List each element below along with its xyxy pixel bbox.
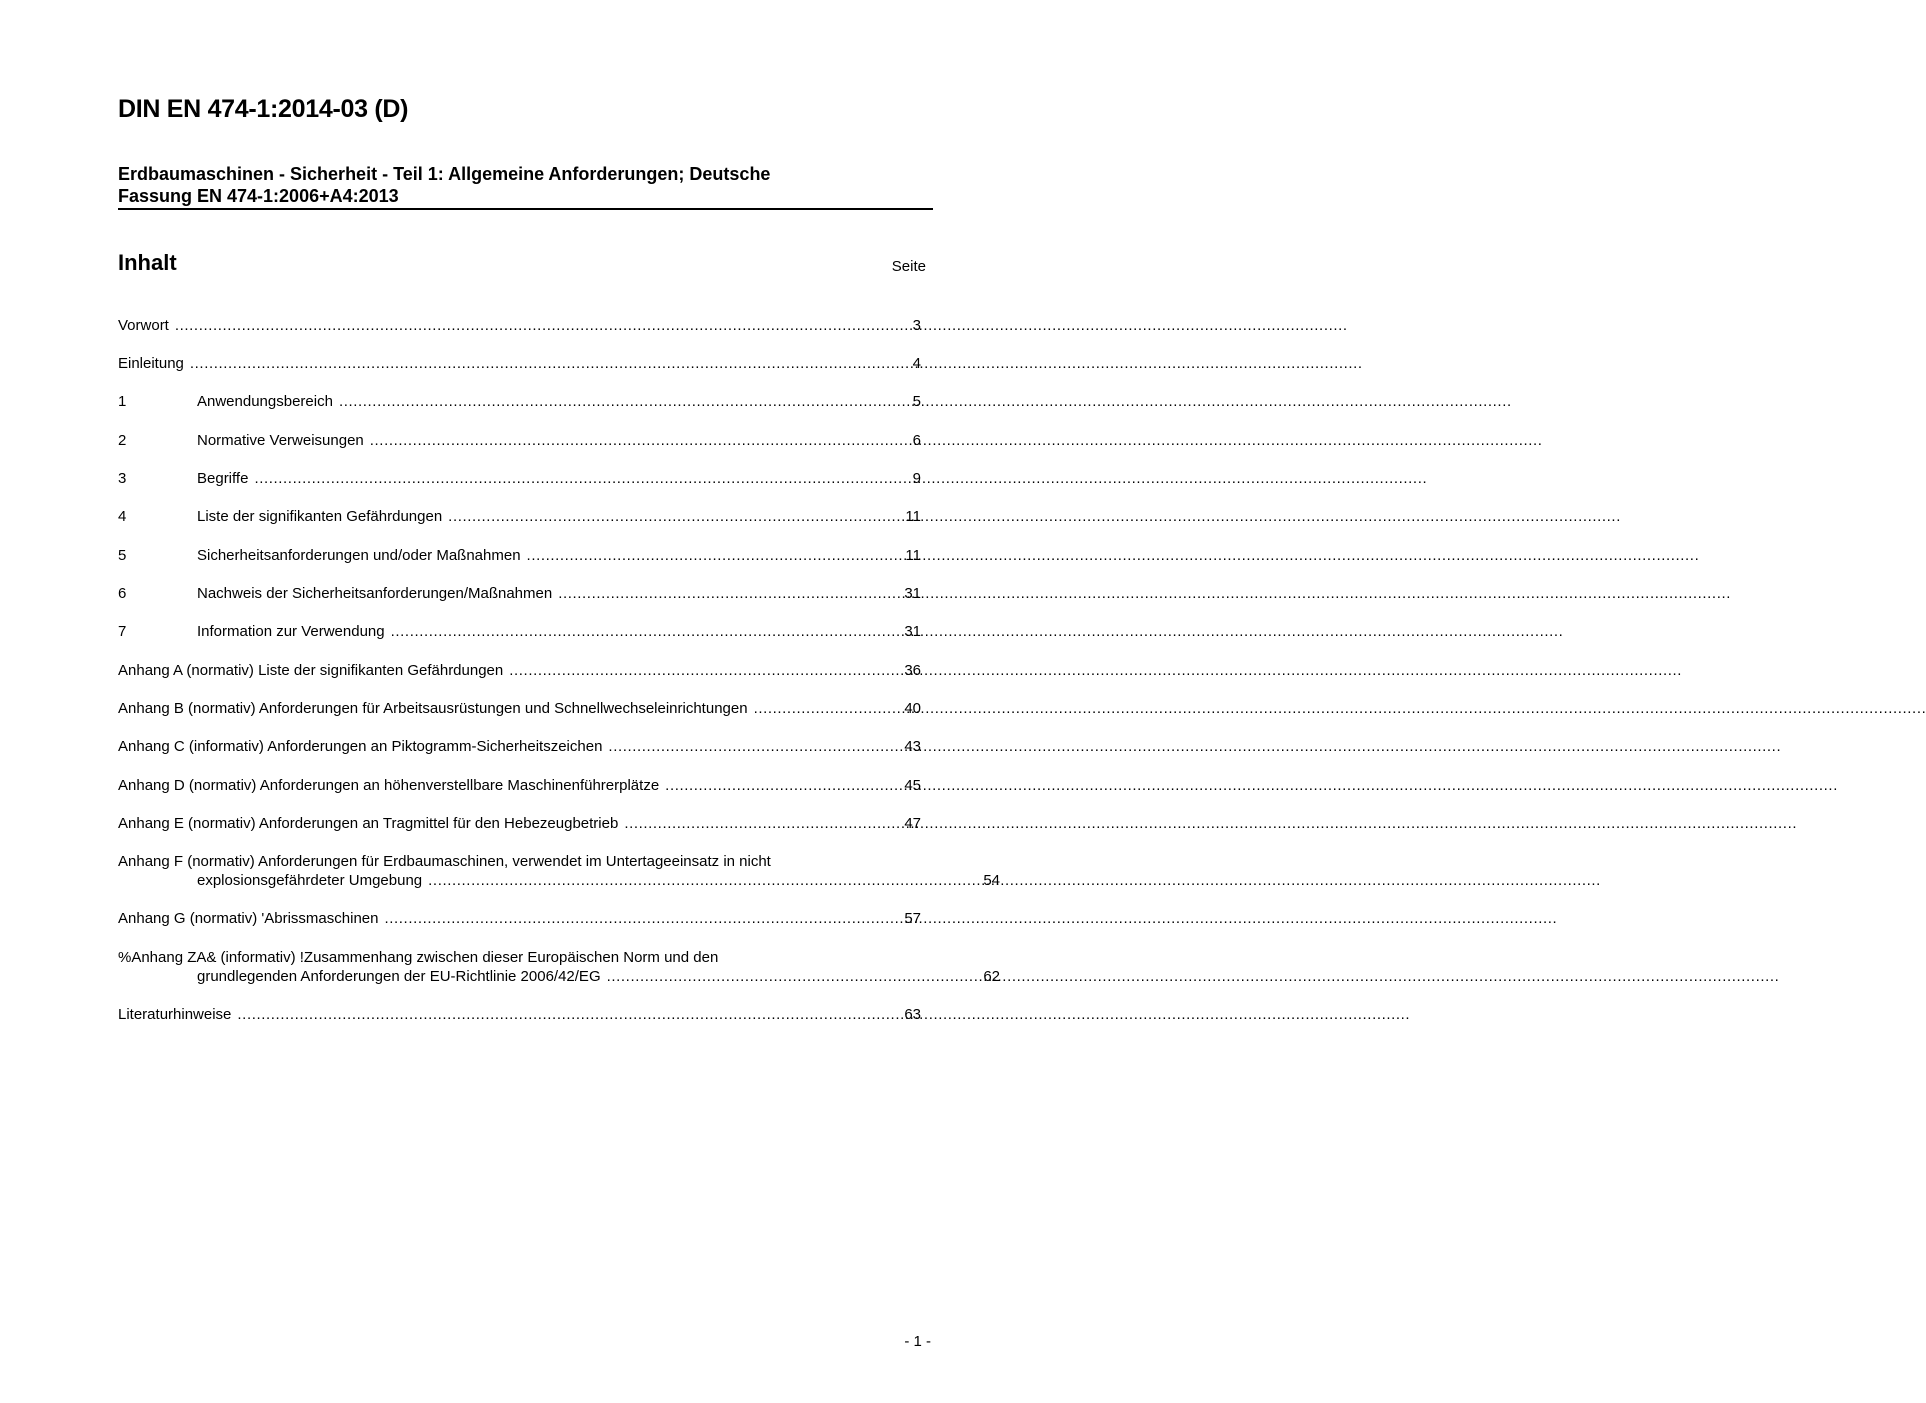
toc-dot-leader <box>237 1005 904 1024</box>
toc-entry-einleitung[interactable] <box>118 354 921 373</box>
toc-entry-page: 31 <box>904 585 921 602</box>
toc-entry-2[interactable] <box>118 431 921 450</box>
contents-heading: Inhalt <box>118 250 177 275</box>
toc-entry-title: Einleitung <box>118 355 184 372</box>
toc-entry-page: 62 <box>983 968 1000 985</box>
toc-dot-leader <box>448 507 905 526</box>
toc-dot-leader <box>190 354 913 373</box>
toc-entry-anhang-f[interactable] <box>118 852 1000 890</box>
toc-entry-title: Anhang F (normativ) Anforderungen für Erdbaumaschinen, verwendet im Untertageeinsatz in nicht <box>118 853 771 870</box>
toc-entry-page: 6 <box>912 432 921 449</box>
toc-entry-page: 54 <box>983 872 1000 889</box>
toc-entry-page: 40 <box>904 700 921 717</box>
toc-entry-page: 11 <box>905 508 921 525</box>
toc-entry-title: Anhang G (normativ) 'Abrissmaschinen <box>118 910 379 927</box>
toc-entry-page: 63 <box>904 1006 921 1023</box>
toc-entry-anhang-d[interactable] <box>118 776 921 795</box>
toc-entry-page: 43 <box>904 738 921 755</box>
toc-entry-page: 4 <box>912 355 921 372</box>
toc-entry-page: 11 <box>905 547 921 564</box>
toc-dot-leader <box>665 776 904 795</box>
toc-dot-leader <box>527 546 906 565</box>
page-column-heading: Seite <box>891 258 926 275</box>
toc-dot-leader <box>754 699 905 718</box>
toc-entry-title: Nachweis der Sicherheitsanforderungen/Maßnahmen <box>197 585 553 602</box>
toc-dot-leader <box>384 909 904 928</box>
toc-entry-number: 4 <box>118 508 127 525</box>
toc-entry-page: 57 <box>904 910 921 927</box>
toc-entry-number: 1 <box>118 393 127 410</box>
toc-entry-title: Normative Verweisungen <box>197 432 364 449</box>
toc-entry-title-continuation: grundlegenden Anforderungen der EU-Richtlinie 2006/42/EG <box>197 968 601 985</box>
subtitle-line-1: Erdbaumaschinen - Sicherheit - Teil 1: Allgemeine Anforderungen; Deutsche <box>118 164 771 184</box>
page-number: - 1 - <box>904 1333 931 1350</box>
toc-dot-leader <box>558 584 904 603</box>
document-number: DIN EN 474-1:2014-03 (D) <box>118 95 409 123</box>
toc-entry-literaturhinweise[interactable] <box>118 1005 921 1024</box>
toc-entry-title: Sicherheitsanforderungen und/oder Maßnahmen <box>197 547 521 564</box>
toc-entry-vorwort[interactable] <box>118 316 921 335</box>
toc-entry-anhang-g[interactable] <box>118 909 921 928</box>
toc-entry-1[interactable] <box>118 392 921 411</box>
toc-dot-leader <box>509 661 904 680</box>
toc-entry-page: 36 <box>904 662 921 679</box>
toc-entry-number: 3 <box>118 470 127 487</box>
toc-entry-anhang-b[interactable] <box>118 699 921 718</box>
toc-dot-leader <box>391 622 905 641</box>
toc-entry-number: 6 <box>118 585 127 602</box>
toc-entry-title: Liste der signifikanten Gefährdungen <box>197 508 443 525</box>
toc-entry-page: 9 <box>912 470 921 487</box>
subtitle-line-2: Fassung EN 474-1:2006+A4:2013 <box>118 186 399 206</box>
toc-entry-page: 5 <box>912 393 921 410</box>
toc-entry-page: 45 <box>904 777 921 794</box>
toc-entry-anhang-a[interactable] <box>118 661 921 680</box>
toc-entry-title: Anhang B (normativ) Anforderungen für Arbeitsausrüstungen und Schnellwechseleinrichtungen <box>118 700 748 717</box>
toc-dot-leader <box>624 814 904 833</box>
toc-entry-title: Anhang C (informativ) Anforderungen an Piktogramm-Sicherheitszeichen <box>118 738 603 755</box>
toc-entry-4[interactable] <box>118 507 921 526</box>
toc-entry-title: Anwendungsbereich <box>197 393 333 410</box>
toc-entry-3[interactable] <box>118 469 921 488</box>
document-subtitle <box>118 163 933 210</box>
toc-entry-6[interactable] <box>118 584 921 603</box>
toc-entry-title: Begriffe <box>197 470 249 487</box>
toc-entry-title: Anhang A (normativ) Liste der signifikanten Gefährdungen <box>118 662 504 679</box>
toc-entry-number: 7 <box>118 623 127 640</box>
toc-entry-page: 3 <box>912 317 921 334</box>
toc-entry-title: Literaturhinweise <box>118 1006 232 1023</box>
toc-entry-page: 47 <box>904 815 921 832</box>
toc-entry-title: Information zur Verwendung <box>197 623 385 640</box>
toc-dot-leader <box>339 392 913 411</box>
toc-entry-page: 31 <box>904 623 921 640</box>
toc-entry-7[interactable] <box>118 622 921 641</box>
toc-dot-leader <box>608 737 904 756</box>
toc-entry-title: Vorwort <box>118 317 169 334</box>
toc-entry-title: Anhang D (normativ) Anforderungen an höhenverstellbare Maschinenführerplätze <box>118 777 660 794</box>
toc-dot-leader <box>607 967 984 986</box>
toc-entry-anhang-za[interactable] <box>118 948 1000 986</box>
toc-entry-anhang-c[interactable] <box>118 737 921 756</box>
toc-entry-number: 2 <box>118 432 127 449</box>
toc-dot-leader <box>254 469 912 488</box>
toc-entry-anhang-e[interactable] <box>118 814 921 833</box>
toc-entry-title: %Anhang ZA& (informativ) !Zusammenhang zwischen dieser Europäischen Norm und den <box>118 949 719 966</box>
toc-entry-5[interactable] <box>118 546 921 565</box>
toc-dot-leader <box>175 316 913 335</box>
toc-entry-title: Anhang E (normativ) Anforderungen an Tragmittel für den Hebezeugbetrieb <box>118 815 619 832</box>
toc-entry-title-continuation: explosionsgefährdeter Umgebung <box>197 872 423 889</box>
toc-dot-leader <box>428 871 983 890</box>
toc-dot-leader <box>370 431 913 450</box>
toc-entry-number: 5 <box>118 547 127 564</box>
